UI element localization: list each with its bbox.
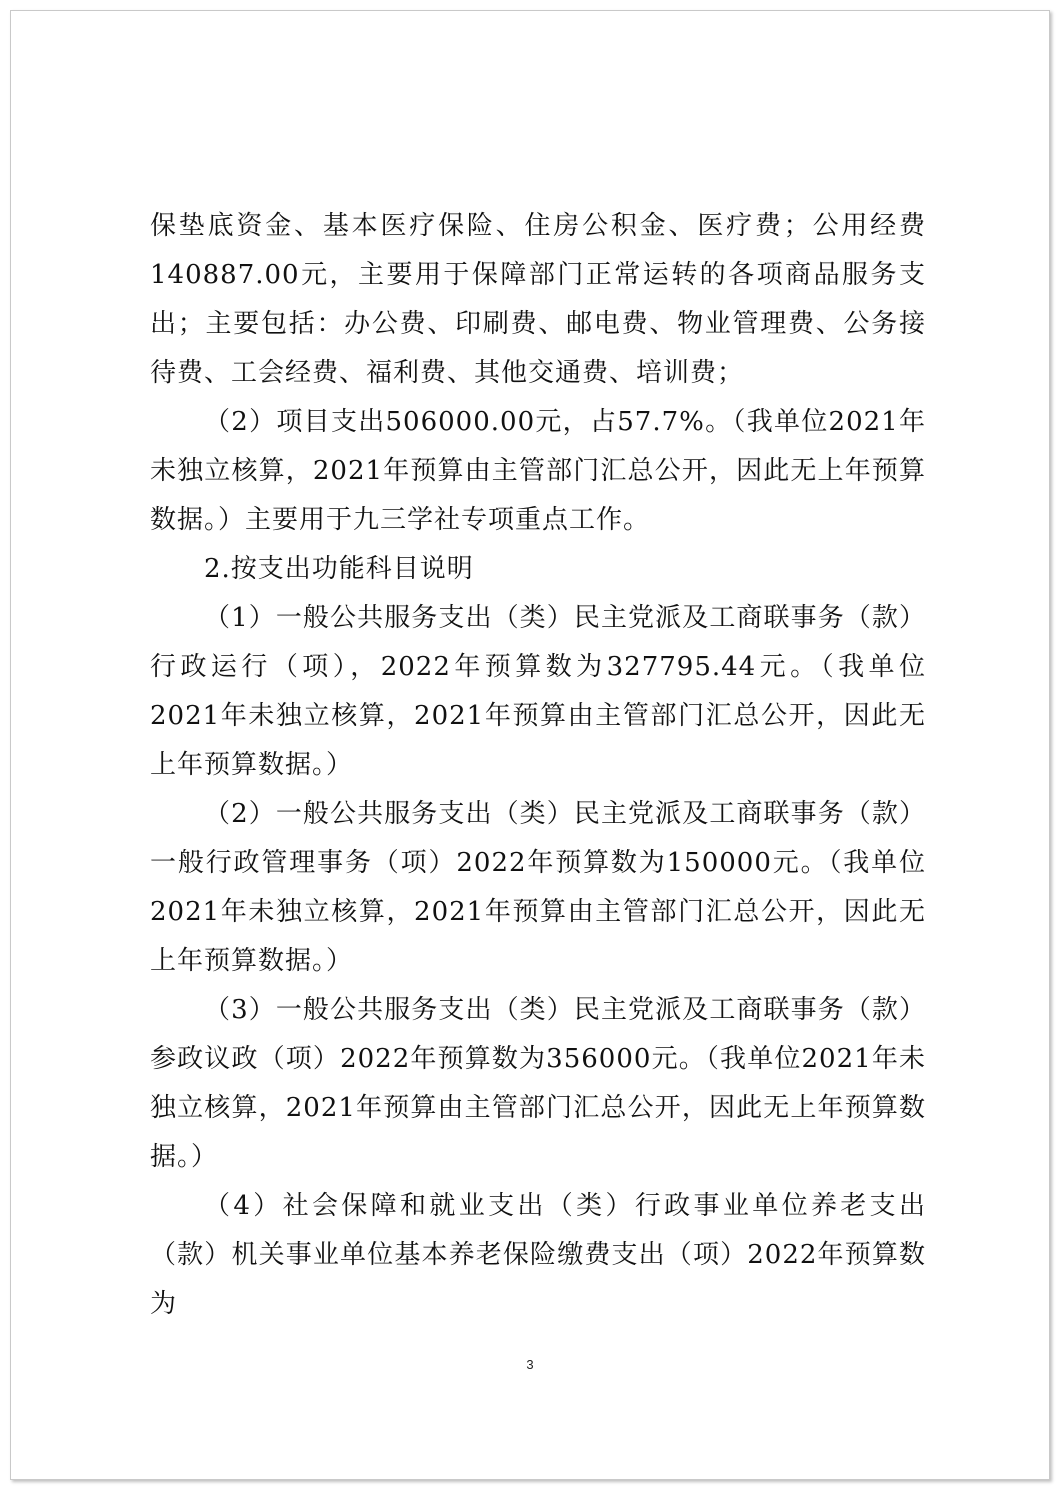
paragraph-item-3: （3）一般公共服务支出（类）民主党派及工商联事务（款）参政议政（项）2022年预算数为356000元。（我单位2021年未独立核算，2021年预算由主管部门汇总公开，因此无上年预算数据。） [150,995,926,1172]
paragraph-item-2: （2）一般公共服务支出（类）民主党派及工商联事务（款）一般行政管理事务（项）2022年预算数为150000元。（我单位2021年未独立核算，2021年预算由主管部门汇总公开，因此无上年预算数据。） [150,799,926,976]
section-heading-functional-subjects: 2.按支出功能科目说明 [204,554,474,584]
paragraph-project-expenditure: （2）项目支出506000.00元，占57.7%。（我单位2021年未独立核算，2021年预算由主管部门汇总公开，因此无上年预算数据。）主要用于九三学社专项重点工作。 [150,407,926,535]
page-number: 3 [526,1357,534,1372]
document-body [150,202,926,1329]
paragraph-continuation: 保垫底资金、基本医疗保险、住房公积金、医疗费；公用经费140887.00元，主要用于保障部门正常运转的各项商品服务支出；主要包括：办公费、印刷费、邮电费、物业管理费、公务接待费、工会经费、福利费、其他交通费、培训费； [150,211,926,388]
paragraph-item-4: （4）社会保障和就业支出（类）行政事业单位养老支出（款）机关事业单位基本养老保险缴费支出（项）2022年预算数为 [150,1191,926,1319]
paragraph-item-1: （1）一般公共服务支出（类）民主党派及工商联事务（款）行政运行（项），2022年预算数为327795.44元。（我单位2021年未独立核算，2021年预算由主管部门汇总公开，因此无上年预算数据。） [150,603,926,780]
